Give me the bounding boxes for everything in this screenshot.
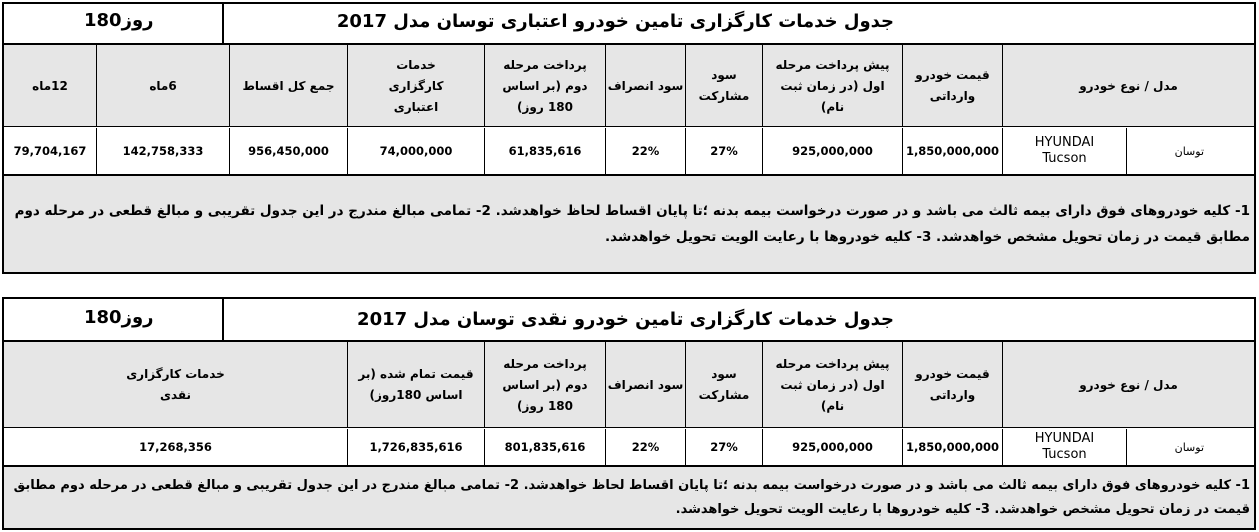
header-cancel-profit: سود انصراف xyxy=(605,342,685,428)
header-import-price: قیمت خودرو وارداتی xyxy=(902,342,1002,428)
header-second-payment: پرداخت مرحله دوم (بر اساس 180 روز) xyxy=(484,45,605,127)
notes-box xyxy=(4,176,1254,272)
header-row xyxy=(4,45,1254,127)
header-row xyxy=(4,342,1254,428)
table-title: جدول خدمات کارگزاری تامین خودرو اعتباری توسان مدل 2017 xyxy=(336,11,894,32)
cell-prepayment: 925,000,000 xyxy=(762,128,902,174)
table-title: جدول خدمات کارگزاری تامین خودرو نقدی توسان مدل 2017 xyxy=(357,309,894,330)
cell-cancel-profit: 22% xyxy=(605,128,685,174)
cell-model-fa: توسان xyxy=(1126,429,1254,465)
cell-6-months: 142,758,333 xyxy=(96,128,229,174)
cell-model-fa: توسان xyxy=(1126,128,1254,174)
header-6-months: 6ماه xyxy=(96,45,229,127)
header-prepayment: پیش پرداخت مرحله اول (در زمان ثبت نام) xyxy=(762,45,902,127)
header-participation-profit: سود مشارکت xyxy=(685,45,762,127)
cell-participation-profit: 27% xyxy=(685,128,762,174)
cell-second-payment: 801,835,616 xyxy=(484,429,605,465)
header-final-price: قیمت تمام شده (بر اساس 180روز) xyxy=(347,342,484,428)
cell-service-fee: 74,000,000 xyxy=(347,128,484,174)
header-service-fee: خدمات کارگزاری نقدی xyxy=(126,367,225,402)
credit-service-table xyxy=(2,2,1256,274)
header-car-model: مدل / نوع خودرو xyxy=(1002,45,1254,127)
table-title-bar xyxy=(4,299,1254,342)
header-12-months: 12ماه xyxy=(32,78,68,93)
notes-text: 1- کلیه خودروهای فوق دارای بیمه ثالث می باشد و در صورت درخواست بیمه بدنه ؛تا پایان اقساط لحاظ خواهدشد. 2- تمامی مبالغ مندرج در این جدول تقریبی و مبالغ قطعی در مرحله دوم مطابق قیمت در زمان تحویل مشخص خواهدشد. 3- کلیه خودروها با رعایت الویت تحویل خواهدشد. xyxy=(14,203,1250,245)
header-second-payment: پرداخت مرحله دوم (بر اساس 180 روز) xyxy=(484,342,605,428)
header-total-installments: جمع کل اقساط xyxy=(229,45,347,127)
notes-box xyxy=(4,467,1254,528)
cell-service-fee: 17,268,356 xyxy=(139,439,212,454)
notes-text: 1- کلیه خودروهای فوق دارای بیمه ثالث می باشد و در صورت درخواست بیمه بدنه ؛تا پایان اقساط لحاظ خواهدشد. 2- تمامی مبالغ مندرج در این جدول تقریبی و مبالغ قطعی در مرحله دوم مطابق قیمت در زمان تحویل مشخص خواهدشد. 3- کلیه خودروها با رعایت الویت تحویل خواهدشد. xyxy=(13,477,1250,517)
cell-12-months: 79,704,167 xyxy=(13,143,87,158)
table-title-bar xyxy=(4,4,1254,45)
cell-import-price: 1,850,000,000 xyxy=(902,429,1002,465)
header-participation-profit: سود مشارکت xyxy=(685,342,762,428)
days-label: 180روز xyxy=(84,10,154,31)
table-row xyxy=(4,128,1254,176)
cell-second-payment: 61,835,616 xyxy=(484,128,605,174)
cell-model-en: HYUNDAI Tucson xyxy=(1002,429,1126,465)
cell-total-installments: 956,450,000 xyxy=(229,128,347,174)
cell-import-price: 1,850,000,000 xyxy=(902,128,1002,174)
cash-service-table xyxy=(2,297,1256,530)
header-service-fee: خدمات کارگزاری اعتباری xyxy=(347,45,484,127)
header-car-model: مدل / نوع خودرو xyxy=(1002,342,1254,428)
header-cancel-profit: سود انصراف xyxy=(605,45,685,127)
header-prepayment: پیش پرداخت مرحله اول (در زمان ثبت نام) xyxy=(762,342,902,428)
cell-cancel-profit: 22% xyxy=(605,429,685,465)
cell-participation-profit: 27% xyxy=(685,429,762,465)
table-row xyxy=(4,429,1254,467)
cell-prepayment: 925,000,000 xyxy=(762,429,902,465)
days-label: 180روز xyxy=(84,307,154,328)
cell-model-en: HYUNDAI Tucson xyxy=(1002,128,1126,174)
cell-final-price: 1,726,835,616 xyxy=(347,429,484,465)
header-import-price: قیمت خودرو وارداتی xyxy=(902,45,1002,127)
